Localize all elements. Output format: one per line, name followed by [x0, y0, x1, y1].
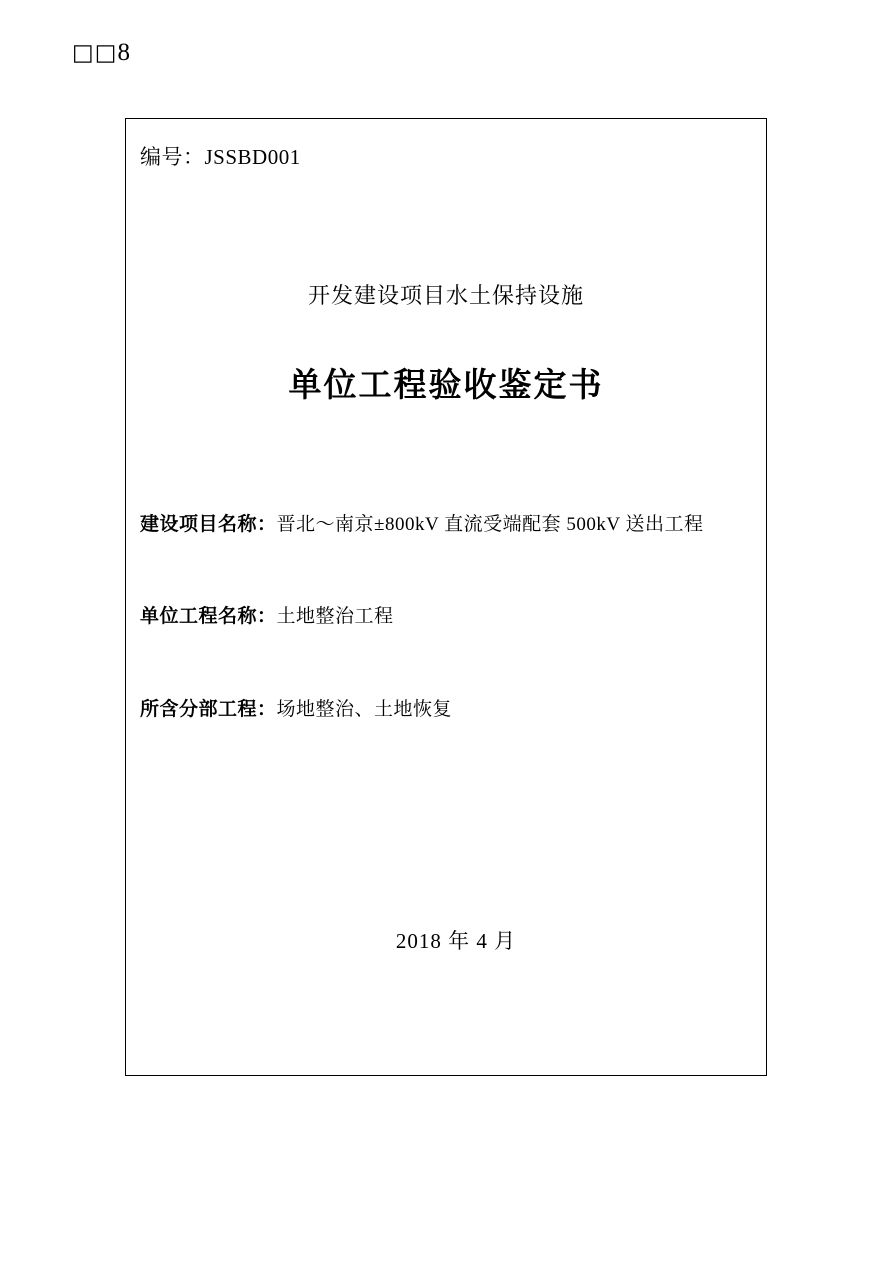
header-box-glyphs: □□	[72, 40, 118, 66]
document-number	[140, 141, 301, 171]
document-date: 2018 年 4 月	[395, 929, 517, 953]
page-header-mark	[72, 40, 131, 65]
field-included-divisions-value: 场地整治、土地恢复	[276, 699, 453, 720]
header-page-number: 8	[117, 39, 131, 66]
document-frame	[125, 118, 767, 1076]
document-number-value: JSSBD001	[204, 145, 301, 169]
document-number-label: 编号：	[140, 145, 205, 169]
document-title: 单位工程验收鉴定书	[288, 368, 604, 404]
field-included-divisions-label: 所含分部工程：	[140, 699, 277, 720]
document-subtitle: 开发建设项目水土保持设施	[307, 283, 584, 308]
field-project-name-label: 建设项目名称：	[140, 514, 277, 535]
field-unit-project-name	[140, 601, 752, 628]
field-project-name-value: 晋北～南京±800kV 直流受端配套 500kV 送出工程	[276, 514, 704, 535]
field-unit-project-name-value: 土地整治工程	[276, 606, 394, 627]
field-included-divisions	[140, 694, 752, 721]
field-unit-project-name-label: 单位工程名称：	[140, 606, 277, 627]
field-project-name	[140, 509, 752, 536]
